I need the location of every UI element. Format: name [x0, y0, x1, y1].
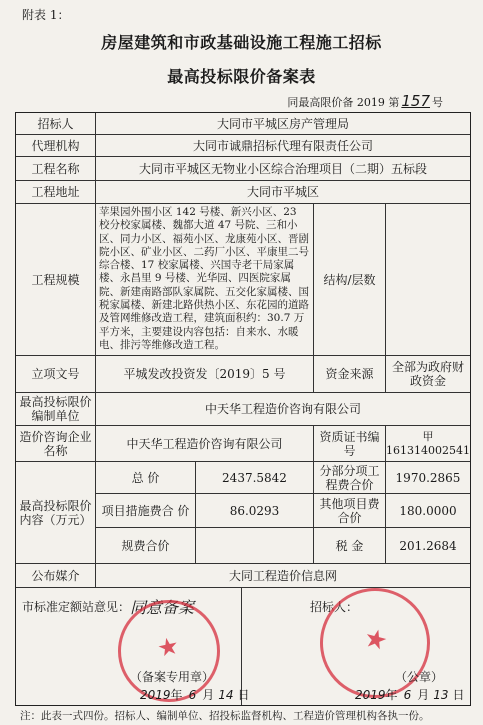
value-total-price: 2437.5842	[196, 462, 314, 494]
value-compiler: 中天华工程造价咨询有限公司	[96, 393, 470, 426]
value-structure-floors	[386, 204, 470, 356]
cert-grade: 甲	[422, 429, 434, 443]
record-number-handwritten: 157	[401, 92, 430, 110]
record-number	[287, 92, 443, 110]
value-approval-number: 平城发改投资发〔2019〕5 号	[96, 356, 314, 393]
year-char: 年	[170, 688, 183, 702]
footnote: 注：此表一式四份。招标人、编制单位、招投标监督机构、工程造价管理机构各执一份。	[20, 710, 430, 722]
value-consultant: 中天华工程造价咨询有限公司	[96, 426, 314, 462]
value-project-name: 大同市平城区无物业小区综合治理项目（二期）五标段	[96, 157, 470, 181]
value-tenderer: 大同市平城区房产管理局	[96, 113, 470, 135]
label-measures-cost: 项目措施费合 价	[96, 494, 196, 528]
year-char: 年	[385, 688, 398, 702]
label-project-name: 工程名称	[16, 157, 96, 181]
tenderer-date-month: 6	[403, 688, 412, 702]
bureau-stamp-label: （备案专用章）	[130, 670, 215, 684]
month-char: 月	[202, 688, 215, 702]
label-consultant: 造价咨询企业名称	[16, 426, 96, 462]
bureau-date-year: 2019	[140, 688, 171, 702]
bureau-opinion-handwritten: 同意备案	[130, 598, 195, 617]
label-project-scale: 工程规模	[16, 204, 96, 356]
value-fund-source: 全部为政府财政资金	[386, 356, 470, 393]
value-project-address: 大同市平城区	[96, 181, 470, 204]
value-tax: 201.2684	[386, 528, 470, 564]
label-compiler: 最高投标限价编制单位	[16, 393, 96, 426]
label-limit-content: 最高投标限价内容（万元）	[16, 462, 96, 564]
value-fees	[196, 528, 314, 564]
label-other-cost: 其他项目费合价	[314, 494, 386, 528]
label-agent: 代理机构	[16, 135, 96, 157]
label-cert-number: 资质证书编号	[314, 426, 386, 462]
tenderer-sign-label: 招标人：	[310, 600, 359, 614]
tenderer-date-day: 13	[433, 688, 449, 702]
seal-star-icon: ★	[360, 622, 391, 658]
tenderer-date	[355, 686, 465, 703]
value-project-scale: 苹果园外围小区 142 号楼、新兴小区、23 校分校家属楼、魏都大道 47 号院、三和小区、同力小区、福苑小区、龙康苑小区、晋剧院小区、矿业小区、二药厂小区、平康里二号综合楼、17 校家属楼、兴国寺老干局家属楼、永昌里 9 号楼、光华园、四医院家属院、新建南路部队家属院、五交化家属楼、国税家属楼、新建北路供热小区、东花园的道路及管网维修改造工程，建筑面积约：30.7 万平方米，主要建设内容包括：自来水、水暖电、排污等维修改造工程。	[96, 204, 314, 356]
value-media: 大同工程造价信息网	[96, 564, 470, 588]
record-suffix: 号	[432, 96, 443, 109]
label-structure-floors: 结构/层数	[314, 204, 386, 356]
day-char: 日	[452, 688, 465, 702]
value-measures-cost: 86.0293	[196, 494, 314, 528]
tenderer-stamp-label: （公章）	[395, 670, 444, 684]
label-project-address: 工程地址	[16, 181, 96, 204]
bureau-date-month: 6	[188, 688, 197, 702]
month-char: 月	[417, 688, 430, 702]
label-approval-number: 立项文号	[16, 356, 96, 393]
value-other-cost: 180.0000	[386, 494, 470, 528]
label-subitem-cost: 分部分项工程费合价	[314, 462, 386, 494]
bureau-date-day: 14	[218, 688, 234, 702]
value-cert-number	[386, 426, 470, 462]
title-line-1: 房屋建筑和市政基础设施工程施工招标	[101, 33, 382, 52]
label-total-price: 总 价	[96, 462, 196, 494]
value-agent: 大同市诚鼎招标代理有限责任公司	[96, 135, 470, 157]
label-fund-source: 资金来源	[314, 356, 386, 393]
annex-label: 附表 1：	[22, 8, 70, 22]
value-subitem-cost: 1970.2865	[386, 462, 470, 494]
title-line-2: 最高投标限价备案表	[167, 67, 316, 86]
label-fees: 规费合价	[96, 528, 196, 564]
label-media: 公布媒介	[16, 564, 96, 588]
day-char: 日	[237, 688, 250, 702]
seal-star-icon: ★	[154, 631, 182, 664]
tenderer-date-year: 2019	[355, 688, 386, 702]
record-prefix: 同最高限价备 2019 第	[287, 96, 400, 109]
bureau-date	[140, 686, 250, 703]
label-tax: 税 金	[314, 528, 386, 564]
cert-code: 161314002541	[386, 443, 470, 457]
bureau-opinion-label: 市标准定额站意见：	[22, 600, 131, 614]
label-tenderer: 招标人	[16, 113, 96, 135]
